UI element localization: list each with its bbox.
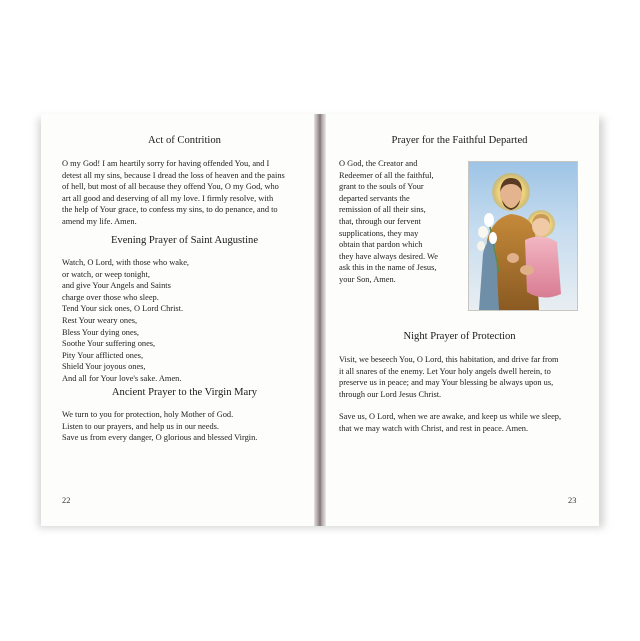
text-line: art all good and deserving of all my love. I firmly resolve, with [62,193,274,203]
virgin-mary-title: Ancient Prayer to the Virgin Mary [111,387,258,398]
virgin-mary-text [62,409,257,444]
text-line: Visit, we beseech You, O Lord, this habitation, and drive far from [339,355,559,364]
text-line: Shield Your joyous ones, [62,362,146,372]
text-line: supplications, they may [339,228,419,238]
text-line: ask this in the name of Jesus, [339,263,437,273]
night-prayer-title: Night Prayer of Protection [403,331,516,342]
text-line: amend my life. Amen. [62,216,137,226]
text-line: O my God! I am heartily sorry for having offended You, and I [62,159,270,168]
page-number-left: 22 [62,496,71,505]
act-of-contrition-title: Act of Contrition [148,135,221,146]
faithful-departed-text [339,158,438,286]
text-line: Listen to our prayers, and help us in our needs. [62,421,219,431]
text-line: Pity Your afflicted ones, [62,350,144,360]
text-line: grant to the souls of Your [339,182,424,192]
text-line: Redeemer of all the faithful, [339,170,434,180]
text-line: Save us, O Lord, when we are awake, and keep us while we sleep, [339,412,562,421]
text-line: detest all my sins, because I dread the loss of heaven and the pains [62,170,285,180]
text-line: remission of all their sins, [339,205,426,215]
saint-joseph-holy-card-image [468,161,578,311]
night-prayer-paragraph-2 [339,411,561,434]
text-line: of hell, but most of all because they offend You, O my God, who [62,182,279,192]
text-line: it all snares of the enemy. Let Your holy angels dwell herein, to [339,366,551,376]
text-line: We turn to you for protection, holy Mother of God. [62,410,234,419]
text-line: O God, the Creator and [339,159,418,168]
page-number-right: 23 [568,496,577,505]
text-line: Bless Your dying ones, [62,327,140,337]
text-line: And all for Your love's sake. Amen. [62,373,182,383]
book-spine [314,114,326,526]
text-line: they have always desired. We [339,251,438,261]
faithful-departed-title: Prayer for the Faithful Departed [391,135,528,146]
night-prayer-paragraph-1 [339,354,559,400]
text-line: your Son, Amen. [339,274,396,284]
evening-prayer-title: Evening Prayer of Saint Augustine [110,235,259,246]
text-line: Watch, O Lord, with those who wake, [62,258,190,267]
text-line: the help of Your grace, to confess my sins, to do penance, and to [62,205,278,215]
text-line: Tend Your sick ones, O Lord Christ. [62,304,184,314]
text-line: and give Your Angels and Saints [62,281,171,291]
text-line: Save us from every danger, O glorious and blessed Virgin. [62,433,258,443]
text-line: preserve us in peace; and may Your blessing be always upon us, [339,378,554,388]
text-line: Soothe Your suffering ones, [62,339,156,349]
text-line: Rest Your weary ones, [62,315,138,325]
evening-prayer-text [62,257,189,385]
text-line: departed servants the [339,193,410,203]
act-of-contrition-text [62,158,285,228]
text-line: obtain that pardon which [339,240,423,250]
text-line: charge over those who sleep. [62,292,159,302]
text-line: that, through our fervent [339,216,421,226]
text-line: that we may watch with Christ, and rest in peace. Amen. [339,423,529,433]
text-line: through our Lord Jesus Christ. [339,389,442,399]
text-line: or watch, or weep tonight, [62,269,150,279]
